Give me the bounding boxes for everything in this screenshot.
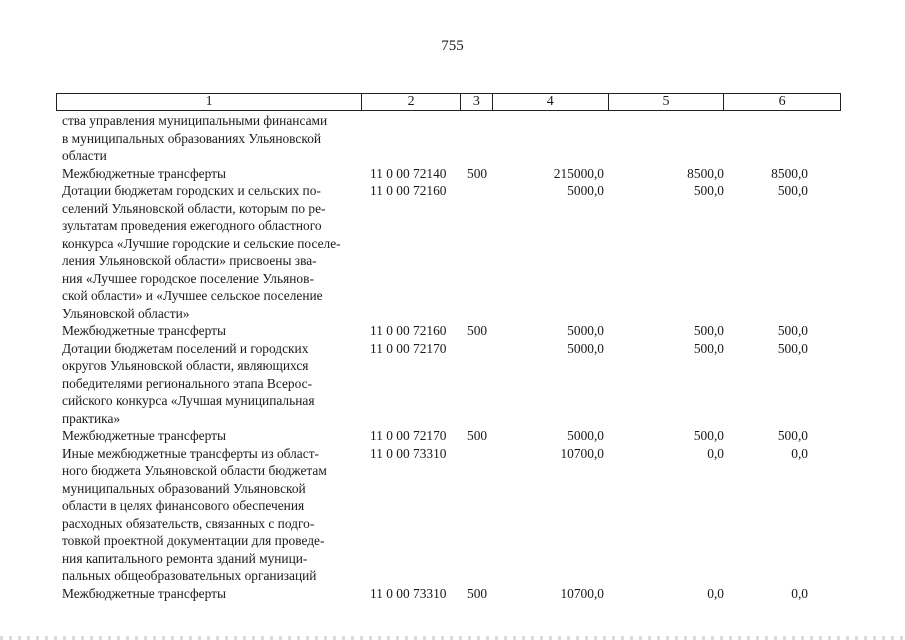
row-group: 500: [467, 165, 488, 181]
table-row: [56, 427, 841, 445]
row-name-line: ного бюджета Ульяновской области бюджетам: [62, 463, 327, 478]
row-value-6: 0,0: [791, 585, 808, 601]
row-group: 500: [467, 323, 488, 338]
row-value-6: 500,0: [777, 340, 808, 356]
row-name-line: зультатам проведения ежегодного областного: [62, 218, 322, 233]
header-col-4: 4: [493, 94, 609, 110]
row-group: 500: [467, 585, 488, 601]
table-row: [56, 322, 841, 340]
row-name-line: практика»: [62, 410, 121, 426]
row-value-4: 10700,0: [560, 445, 604, 461]
table-row: [56, 165, 841, 183]
table-row: [56, 182, 841, 322]
table-body: [56, 112, 841, 602]
row-value-5: 500,0: [693, 428, 724, 443]
row-name-line: пальных общеобразовательных организаций: [62, 568, 317, 583]
row-name: [56, 585, 362, 603]
table-row: [56, 340, 841, 428]
row-value-4: 5000,0: [567, 340, 604, 356]
row-value-4: 5000,0: [567, 183, 604, 198]
row-code: 11 0 00 73310: [370, 445, 447, 461]
row-name-line: ния «Лучшее городское поселение Ульянов-: [62, 270, 314, 286]
row-value-6: 500,0: [777, 428, 808, 443]
row-name-line: Межбюджетные трансферты: [62, 428, 226, 443]
row-value-5: 0,0: [707, 445, 724, 461]
row-value-4: 5000,0: [567, 428, 604, 443]
row-name: [56, 165, 362, 183]
table-row: [56, 112, 841, 165]
row-code: 11 0 00 72170: [370, 340, 447, 356]
header-col-5: 5: [609, 94, 725, 110]
row-name-line: Иные межбюджетные трансферты из област-: [62, 445, 320, 461]
row-code: 11 0 00 72140: [370, 165, 447, 181]
row-name-line: ской области» и «Лучшее сельское поселение: [62, 288, 323, 303]
row-name: [56, 182, 362, 322]
row-value-5: 500,0: [693, 323, 724, 338]
row-group: 500: [467, 428, 488, 443]
row-name: [56, 445, 362, 585]
row-name-line: товкой проектной документации для проведе-: [62, 533, 325, 548]
row-value-6: 8500,0: [771, 165, 808, 181]
header-col-3: 3: [461, 94, 493, 110]
row-name-line: Межбюджетные трансферты: [62, 585, 226, 601]
row-name-line: округов Ульяновской области, являющихся: [62, 358, 309, 373]
row-name-line: ства управления муниципальными финансами: [62, 113, 328, 128]
row-name-line: сийского конкурса «Лучшая муниципальная: [62, 393, 315, 408]
row-code: 11 0 00 72160: [370, 323, 447, 338]
row-name-line: ления Ульяновской области» присвоены зва-: [62, 253, 317, 268]
table-row: [56, 585, 841, 603]
row-name-line: в муниципальных образованиях Ульяновской: [62, 130, 322, 146]
row-value-6: 0,0: [791, 445, 808, 461]
row-name-line: Межбюджетные трансферты: [62, 323, 226, 338]
header-col-2: 2: [362, 94, 461, 110]
row-value-6: 500,0: [777, 183, 808, 198]
row-name-line: селений Ульяновской области, которым по ре-: [62, 200, 326, 216]
row-name-line: победителями регионального этапа Всерос-: [62, 375, 313, 391]
page-number: 755: [441, 38, 464, 54]
row-name-line: конкурса «Лучшие городские и сельские поселе-: [62, 235, 341, 251]
table-header-row: [56, 93, 841, 111]
row-value-4: 5000,0: [567, 323, 604, 338]
row-name-line: муниципальных образований Ульяновской: [62, 480, 306, 496]
row-name-line: ния капитального ремонта зданий муници-: [62, 550, 308, 566]
scan-edge-artifact: [0, 636, 905, 640]
row-value-5: 500,0: [693, 183, 724, 198]
header-col-1: 1: [57, 94, 362, 110]
row-code: 11 0 00 72170: [370, 428, 447, 443]
row-value-4: 10700,0: [560, 585, 604, 601]
header-col-6: 6: [778, 94, 786, 109]
row-value-4: 215000,0: [553, 165, 604, 181]
row-name: [56, 340, 362, 428]
row-name-line: Межбюджетные трансферты: [62, 165, 226, 181]
table-row: [56, 445, 841, 585]
row-name-line: расходных обязательств, связанных с подго-: [62, 515, 315, 531]
row-value-5: 0,0: [707, 585, 724, 601]
row-code: 11 0 00 72160: [370, 183, 447, 198]
row-code: 11 0 00 73310: [370, 585, 447, 601]
row-name: [56, 112, 362, 165]
row-name-line: Дотации бюджетам городских и сельских по-: [62, 183, 321, 198]
row-value-6: 500,0: [777, 323, 808, 338]
row-value-5: 500,0: [693, 340, 724, 356]
row-name-line: Ульяновской области»: [62, 305, 190, 321]
row-name-line: области в целях финансового обеспечения: [62, 498, 305, 513]
row-value-5: 8500,0: [687, 165, 724, 181]
row-name: [56, 427, 362, 445]
row-name: [56, 322, 362, 340]
row-name-line: Дотации бюджетам поселений и городских: [62, 340, 309, 356]
row-name-line: области: [62, 148, 107, 163]
